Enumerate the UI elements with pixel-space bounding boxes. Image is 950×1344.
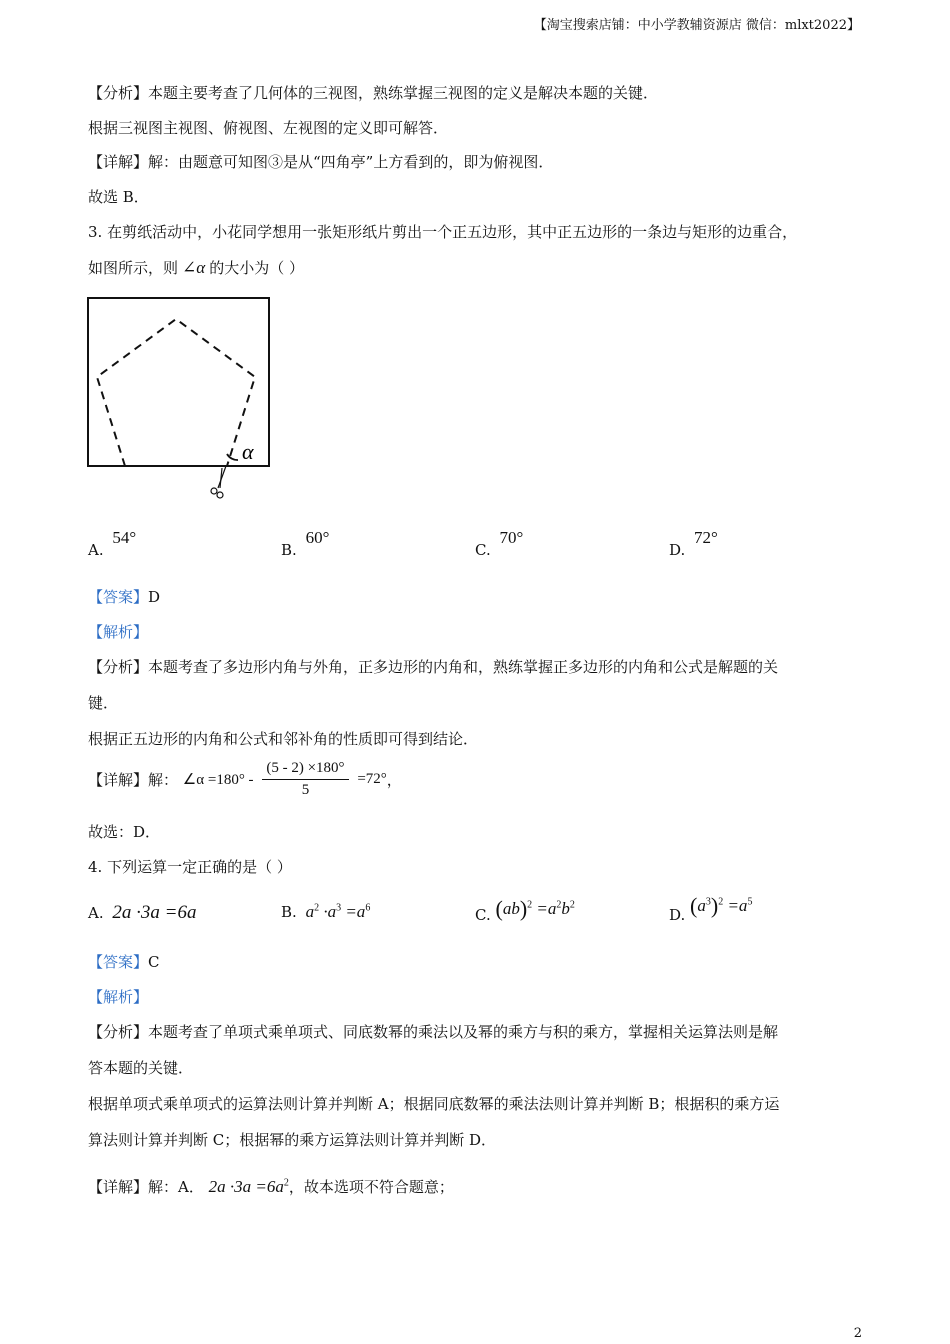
fraction-numerator: (5 - 2) ×180° (262, 760, 348, 780)
q3-option-c (475, 528, 524, 559)
detail-rhs: =72° (357, 771, 387, 787)
pentagon-dashed-outline (97, 319, 255, 466)
header-shop-info: 【淘宝搜索店铺：中小学教辅资源店 微信：mlxt2022】 (533, 18, 860, 33)
q4-jiexi-tag: 【解析】 (88, 988, 149, 1006)
q4-stem: 4. 下列运算一定正确的是（ ） (88, 858, 292, 876)
option-d-expr: $(a^3)^2 =a^5$ (690, 893, 753, 918)
answer-value: D (148, 588, 161, 606)
q2-analysis-2: 根据三视图主视图、俯视图、左视图的定义即可解答． (88, 119, 449, 137)
option-letter: D. (669, 906, 686, 924)
option-letter: A. (88, 904, 104, 922)
q4-option-d (669, 893, 753, 924)
q3-analysis: 【分析】本题考查了多边形内角与外角，正多边形的内角和，熟练掌握正多边形的内角和公式是解题的关 (88, 658, 779, 676)
answer-value: C (148, 953, 160, 971)
q3-analysis-2: 根据正五边形的内角和公式和邻补角的性质即可得到结论． (88, 730, 479, 748)
q3-stem-pre: 如图所示，则 (88, 259, 179, 277)
q4-analysis-cont: 答本题的关键． (88, 1059, 194, 1077)
q3-stem-line1: 3. 在剪纸活动中，小花同学想用一张矩形纸片剪出一个正五边形，其中正五边形的一条边与矩形的边重合， (88, 223, 798, 241)
option-value: 60° (305, 528, 330, 547)
q4-analysis-2: 根据单项式乘单项式的运算法则计算并判断 A；根据同底数幂的乘法法则计算并判断 B；根据积的乘方运 (88, 1095, 780, 1113)
q4-option-a (88, 902, 196, 924)
detail-post: ， (386, 771, 402, 789)
q3-jiexi-tag: 【解析】 (88, 623, 149, 641)
answer-tag: 【答案】 (88, 953, 149, 971)
q4-analysis: 【分析】本题考查了单项式乘单项式、同底数幂的乘法以及幂的乘方与积的乘方，掌握相关运算法则是解 (88, 1023, 779, 1041)
q3-option-d (669, 528, 718, 559)
option-letter: A. (88, 541, 104, 559)
q4-option-b (281, 902, 370, 922)
q3-detail (88, 760, 402, 799)
option-letter: C. (475, 906, 491, 924)
option-a-expr: 2a ·3a =6a (112, 902, 197, 923)
scissors-icon (211, 466, 226, 498)
q4-answer (88, 951, 160, 972)
q4-option-c (475, 896, 575, 922)
answer-tag: 【答案】 (88, 588, 149, 606)
option-value: 72° (694, 528, 718, 547)
detail-expr: $2a \cdot 3a =6a^2$ (208, 1177, 289, 1196)
q3-answer (88, 586, 160, 607)
detail-prefix: 【详解】解：A． (88, 1178, 204, 1196)
detail-lhs: ∠α =180° - (182, 772, 254, 788)
option-letter: B. (281, 541, 297, 559)
option-value: 54° (112, 528, 137, 547)
q3-figure (80, 292, 280, 507)
q2-detail: 【详解】解：由题意可知图③是从“四角亭”上方看到的，即为俯视图． (88, 153, 554, 171)
q2-analysis: 【分析】本题主要考查了几何体的三视图，熟练掌握三视图的定义是解决本题的关键． (88, 84, 659, 102)
q3-analysis-cont: 键． (88, 694, 119, 712)
q4-detail (88, 1176, 454, 1197)
detail-post: ，故本选项不符合题意； (288, 1178, 454, 1196)
angle-label: α (242, 439, 254, 464)
option-letter: C. (475, 541, 491, 559)
q3-conclusion: 故选：D． (88, 823, 161, 841)
detail-prefix: 【详解】解： (88, 771, 179, 789)
q2-conclusion: 故选 B． (88, 188, 149, 206)
option-value: 70° (499, 528, 524, 547)
fraction-denominator: 5 (301, 782, 310, 798)
option-letter: B. (281, 903, 297, 921)
page-number: 2 (853, 1326, 862, 1341)
detail-fraction (262, 760, 348, 799)
q3-stem-line2 (88, 257, 304, 278)
option-letter: D. (669, 541, 686, 559)
q3-stem-post: 的大小为（ ） (209, 259, 304, 277)
q3-option-b (281, 528, 330, 559)
angle-arc (227, 454, 238, 460)
q3-stem-angle: ∠α (182, 258, 206, 277)
option-c-expr: $(ab)^2 =a^2b^2$ (495, 896, 575, 921)
q4-analysis-2-cont: 算法则计算并判断 C；根据幂的乘方运算法则计算并判断 D． (88, 1131, 497, 1149)
option-b-expr: $a^2 \cdot a^3 =a^6$ (305, 902, 371, 921)
q3-option-a (88, 528, 137, 559)
